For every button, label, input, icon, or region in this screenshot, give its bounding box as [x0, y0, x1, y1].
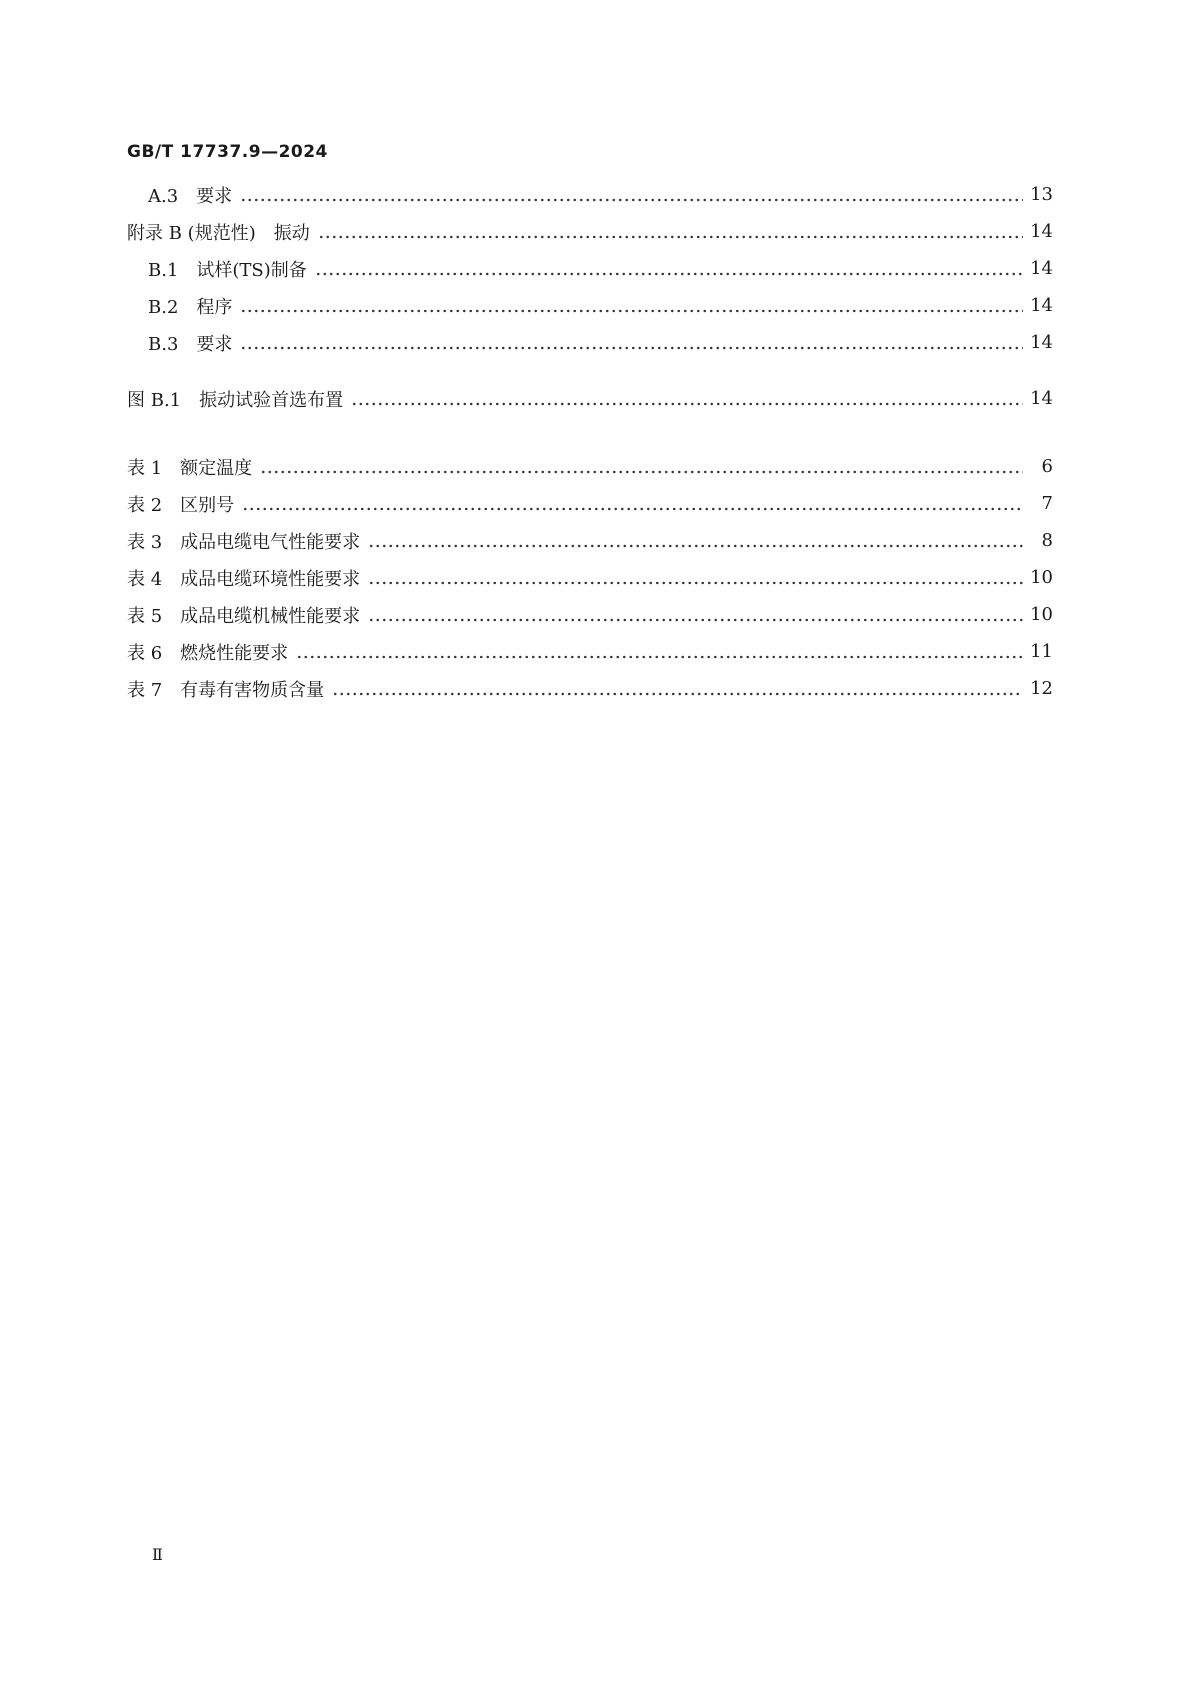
- toc-entry-label: 图 B.1 振动试验首选布置: [127, 389, 344, 411]
- toc-table-entry[interactable]: [127, 448, 1053, 485]
- toc-leader-dots: [260, 461, 1023, 479]
- toc-table-entry[interactable]: [127, 633, 1053, 670]
- toc-table-entry[interactable]: [127, 522, 1053, 559]
- toc-figure-list: [127, 380, 1053, 417]
- toc-entry-label: 表 1 额定温度: [127, 457, 253, 479]
- toc-leader-dots: [368, 535, 1023, 553]
- toc-leader-dots: [368, 572, 1023, 590]
- toc-leader-dots: [315, 263, 1023, 281]
- toc-section-list: [127, 176, 1053, 361]
- toc-figure-entry[interactable]: [127, 380, 1053, 417]
- page-number: Ⅱ: [152, 1545, 162, 1564]
- toc-entry-page: 10: [1030, 567, 1053, 588]
- toc-entry-label: B.1 试样(TS)制备: [148, 259, 307, 281]
- toc-entry-label: 表 2 区别号: [127, 494, 235, 516]
- toc-entry-label: 表 6 燃烧性能要求: [127, 642, 289, 664]
- toc-entry-label: A.3 要求: [148, 185, 233, 207]
- toc-entry[interactable]: [127, 287, 1053, 324]
- toc-leader-dots: [242, 498, 1023, 516]
- toc-leader-dots: [296, 646, 1023, 664]
- toc-entry[interactable]: [127, 213, 1053, 250]
- toc-leader-dots: [368, 609, 1023, 627]
- toc-table-list: [127, 448, 1053, 707]
- toc-leader-dots: [332, 683, 1023, 701]
- toc-entry[interactable]: [127, 176, 1053, 213]
- toc-entry-page: 8: [1041, 530, 1053, 551]
- toc-entry-page: 14: [1030, 388, 1053, 409]
- toc-table-entry[interactable]: [127, 670, 1053, 707]
- toc-entry-page: 14: [1030, 258, 1053, 279]
- toc-entry-label: 表 4 成品电缆环境性能要求: [127, 568, 361, 590]
- toc-entry-page: 12: [1030, 678, 1053, 699]
- toc-entry-label: 表 5 成品电缆机械性能要求: [127, 605, 361, 627]
- toc-table-entry[interactable]: [127, 485, 1053, 522]
- toc-entry-label: 附录 B (规范性) 振动: [127, 222, 310, 244]
- toc-entry-page: 14: [1030, 221, 1053, 242]
- toc-entry-label: B.2 程序: [148, 296, 233, 318]
- toc-entry-page: 14: [1030, 332, 1053, 353]
- toc-entry-label: 表 3 成品电缆电气性能要求: [127, 531, 361, 553]
- toc-entry[interactable]: [127, 324, 1053, 361]
- toc-entry-page: 14: [1030, 295, 1053, 316]
- toc-leader-dots: [240, 300, 1023, 318]
- toc-table-entry[interactable]: [127, 596, 1053, 633]
- toc-leader-dots: [240, 189, 1023, 207]
- toc-entry-page: 7: [1041, 493, 1053, 514]
- toc-entry-page: 11: [1030, 641, 1053, 662]
- toc-leader-dots: [318, 226, 1023, 244]
- toc-table-entry[interactable]: [127, 559, 1053, 596]
- document-code: GB/T 17737.9—2024: [127, 142, 328, 162]
- toc-entry-page: 10: [1030, 604, 1053, 625]
- toc-entry[interactable]: [127, 250, 1053, 287]
- toc-leader-dots: [240, 337, 1023, 355]
- toc-entry-page: 6: [1041, 456, 1053, 477]
- toc-entry-page: 13: [1030, 184, 1053, 205]
- toc-leader-dots: [351, 393, 1023, 411]
- toc-entry-label: 表 7 有毒有害物质含量: [127, 679, 325, 701]
- toc-entry-label: B.3 要求: [148, 333, 233, 355]
